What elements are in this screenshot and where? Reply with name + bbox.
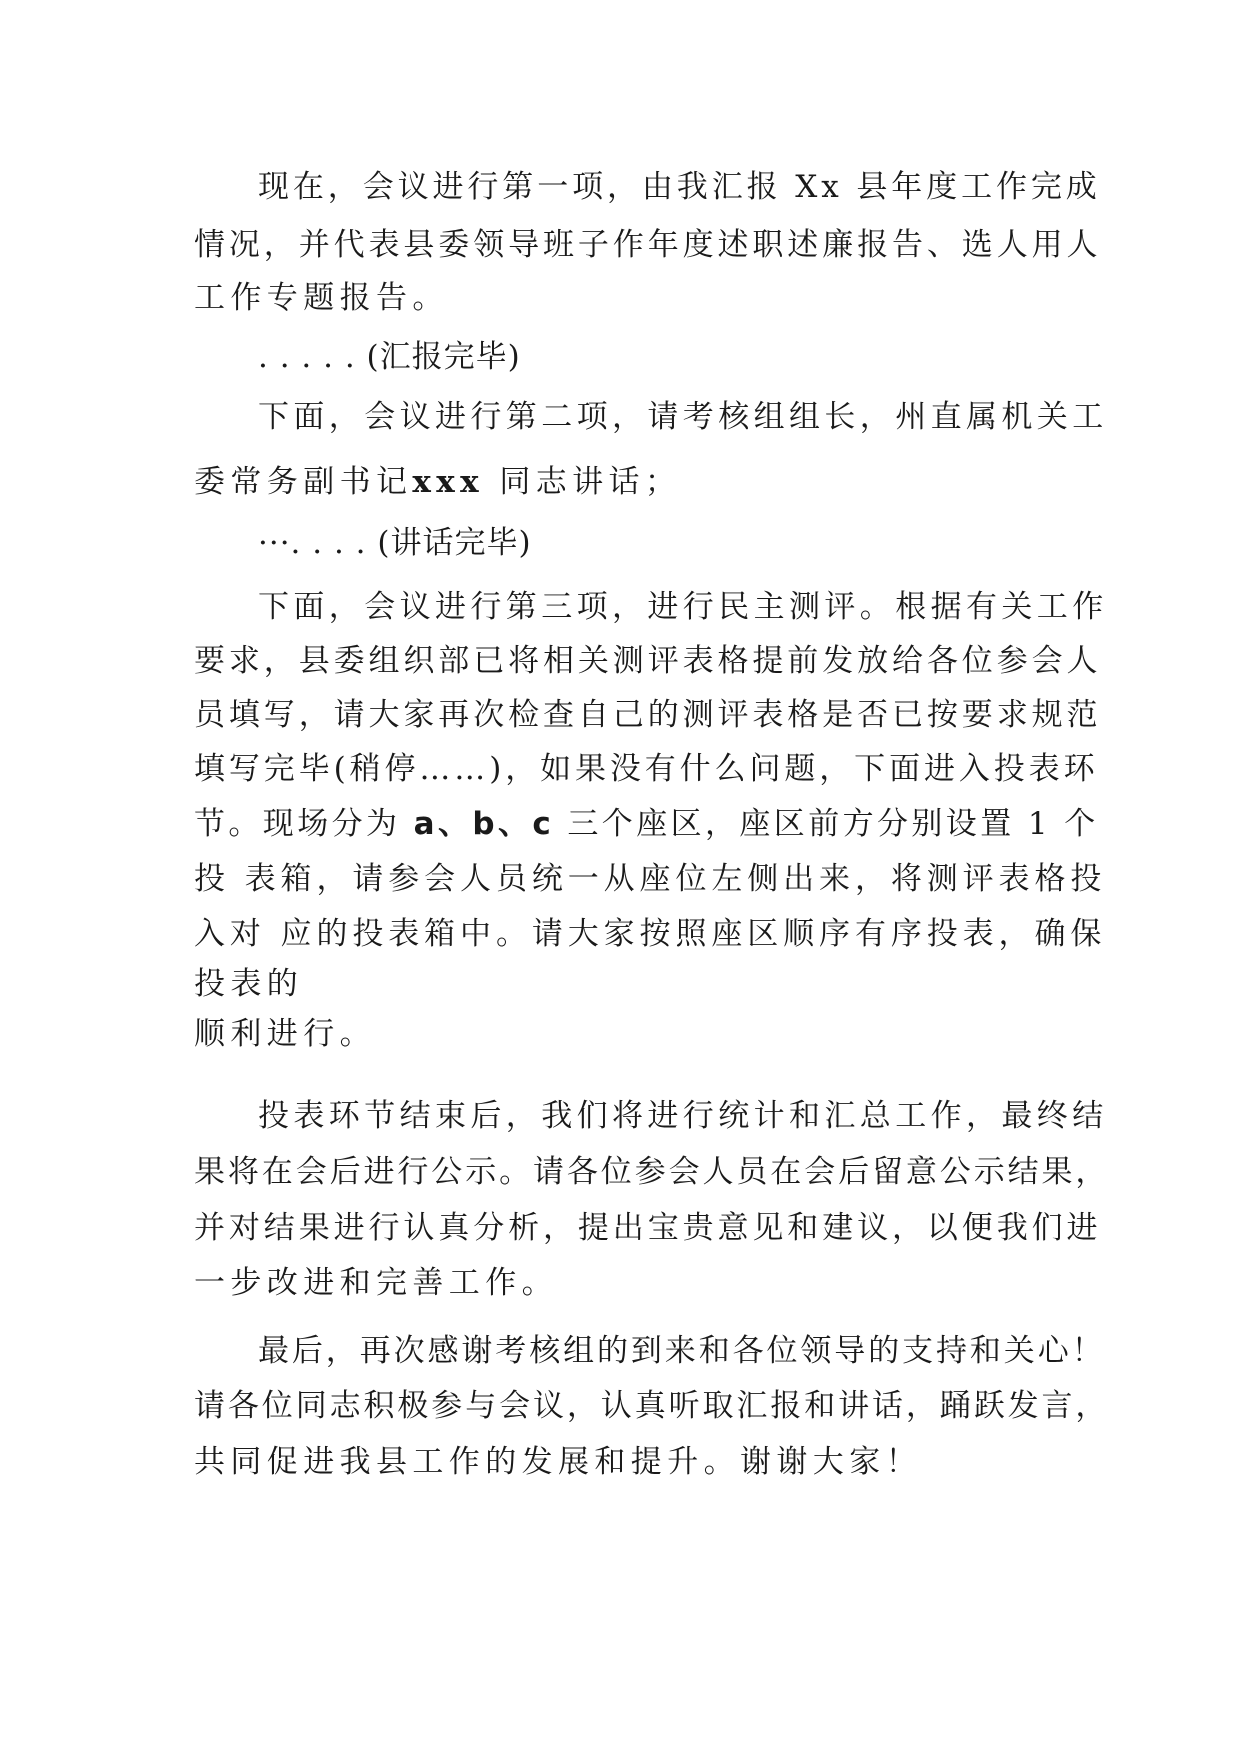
- paragraph-5-line-4: 填写完毕(稍停……)，如果没有什么问题，下面进入投表环: [194, 751, 1099, 787]
- paragraph-7-line-3: 共同促进我县工作的发展和提升。谢谢大家！: [194, 1444, 922, 1480]
- paragraph-6-line-1: 投表环节结束后，我们将进行统计和汇总工作，最终结: [258, 1098, 1108, 1134]
- county-placeholder: Xx: [795, 169, 843, 205]
- paragraph-1-line-2: 情况，并代表县委领导班子作年度述职述廉报告、选人用人: [194, 227, 1102, 263]
- name-placeholder: xxx: [412, 464, 485, 500]
- paragraph-7-line-2: 请各位同志积极参与会议，认真听取汇报和讲话，踊跃发言，: [194, 1388, 1110, 1424]
- text-segment: 三个座区，座区前方分别设置 1 个: [554, 806, 1099, 842]
- paragraph-3-line-1: 下面，会议进行第二项，请考核组组长，州直属机关工: [258, 399, 1108, 435]
- text-segment: 委常务副书记: [194, 464, 413, 500]
- paragraph-7-line-1: 最后，再次感谢考核组的到来和各位领导的支持和关心！: [258, 1333, 1106, 1369]
- paragraph-5-line-6: 投 表箱，请参会人员统一从座位左侧出来，将测评表格投: [194, 861, 1107, 897]
- paragraph-6-line-4: 一步改进和完善工作。: [194, 1265, 558, 1301]
- paragraph-5-line-1: 下面，会议进行第三项，进行民主测评。根据有关工作: [258, 589, 1108, 625]
- paragraph-5-line-8: 投表的: [194, 966, 304, 1002]
- text-segment: 节。现场分为: [194, 806, 414, 842]
- paragraph-1-line-3: 工作专题报告。: [194, 280, 449, 316]
- text-segment: 县年度工作完成: [842, 169, 1101, 205]
- report-finished-note: . . . . . (汇报完毕): [258, 339, 521, 375]
- speech-finished-note: ···. . . . (讲话完毕): [258, 525, 532, 561]
- seat-zones: a、b、c: [413, 806, 555, 842]
- text-segment: 同志讲话；: [484, 464, 682, 500]
- paragraph-5-line-9: 顺利进行。: [194, 1016, 376, 1052]
- paragraph-5-line-7: 入对 应的投表箱中。请大家按照座区顺序有序投表，确保: [194, 916, 1107, 952]
- paragraph-3-line-2: [194, 462, 681, 502]
- paragraph-5-line-5: [194, 804, 1099, 844]
- paragraph-5-line-3: 员填写，请大家再次检查自己的测评表格是否已按要求规范: [194, 697, 1102, 733]
- paragraph-5-line-2: 要求，县委组织部已将相关测评表格提前发放给各位参会人: [194, 643, 1102, 679]
- paragraph-6-line-2: 果将在会后进行公示。请各位参会人员在会后留意公示结果，: [194, 1154, 1110, 1190]
- text-segment: 现在，会议进行第一项，由我汇报: [258, 169, 796, 205]
- paragraph-6-line-3: 并对结果进行认真分析，提出宝贵意见和建议，以便我们进: [194, 1210, 1102, 1246]
- paragraph-1-line-1: [258, 167, 1101, 207]
